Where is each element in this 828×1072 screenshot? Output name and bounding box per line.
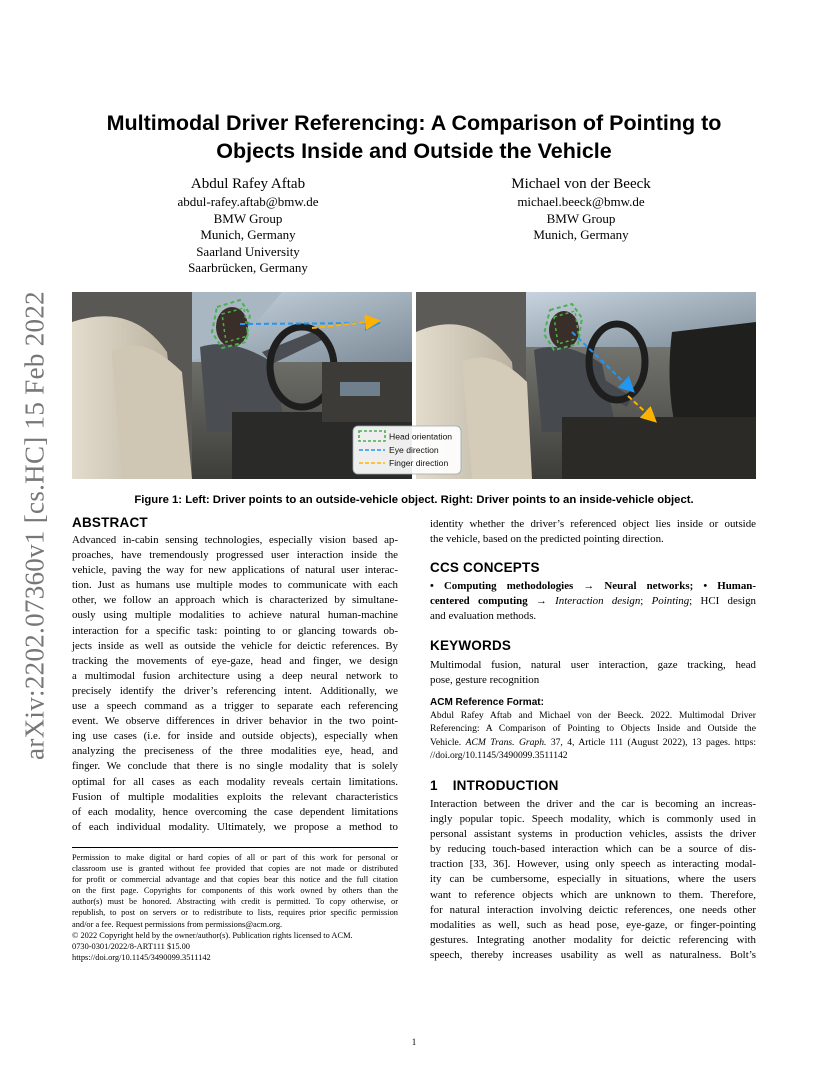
text-line: event. We observe differences in driver behavior in the two point-	[72, 715, 398, 728]
text-line: interaction for a specific task: pointing to or glancing towards ob-	[72, 624, 398, 637]
copyright-line: and/or a fee. Request permissions from permissions@acm.org.	[72, 919, 283, 929]
text-line: personal assistant systems in production vehicles, assists the driver	[430, 828, 756, 841]
author-block-1	[148, 174, 348, 277]
text-line: ity can be cumbersome, especially in situations, where the users	[430, 873, 756, 886]
doi-link[interactable]: //doi.org/10.1145/3490099.3511142	[430, 749, 568, 761]
title-line: Objects Inside and Outside the Vehicle	[216, 139, 612, 163]
abstract-continuation	[430, 517, 756, 547]
text-line: tion. Just as humans use multiple modes to communicate with each	[72, 579, 398, 592]
text-line: finger. We conclude that there is no single modality that is solely	[72, 760, 398, 773]
legend-label: Head orientation	[389, 431, 453, 442]
copyright-line: Permission to make digital or hard copies of all or part of this work for personal or	[72, 853, 398, 862]
text-line: a multimodal fusion architecture using a deep neural network to	[72, 669, 398, 682]
author-email: abdul-rafey.aftab@bmw.de	[177, 194, 319, 209]
text-line: ing use cases (i.e. for inside and outside objects), especially when	[72, 730, 398, 743]
ref-part: Vehicle.	[430, 736, 462, 748]
acm-reference-title: ACM Reference Format:	[430, 697, 544, 708]
ccs-concepts	[430, 579, 756, 624]
text-line	[430, 736, 756, 749]
author-name: Michael von der Beeck	[511, 176, 651, 192]
keywords-heading: KEYWORDS	[430, 638, 512, 653]
author-name: Abdul Rafey Aftab	[190, 176, 306, 192]
text-line: by reducing touch-based interaction which can be a source of dis-	[430, 843, 756, 856]
author-affiliation: BMW Group	[546, 210, 616, 226]
text-line: analyzing the preciseness of the three modalities eye, head, and	[72, 745, 398, 758]
text-line: speech, thereby increases usability as well as naturalness. Bolt’s	[430, 948, 756, 961]
introduction-heading	[430, 778, 559, 793]
author-affiliation: BMW Group	[213, 210, 283, 226]
text-line: identity whether the driver’s referenced object lies inside or outside	[430, 518, 756, 530]
abstract-body	[72, 533, 398, 835]
text-line: of each modality, hence overcoming the case dependent limitations	[72, 805, 398, 818]
doi-link[interactable]: https://doi.org/10.1145/3490099.3511142	[72, 952, 211, 962]
ccs-concept: Pointing	[651, 595, 690, 608]
author-affiliation: Saarland University	[196, 243, 300, 259]
ccs-concept: ; • Human-	[689, 580, 756, 592]
copyright-line: for profit or commercial advantage and that copies bear this notice and the full citation	[72, 875, 398, 885]
text-line: and evaluation methods.	[430, 610, 537, 623]
figure-legend	[353, 426, 461, 474]
text-line	[430, 579, 756, 594]
right-photo	[416, 292, 756, 479]
ccs-concept: • Computing methodologies → Neural networks	[430, 580, 690, 592]
text-line: centered computing → Interaction design; Pointing; HCI design	[430, 595, 756, 608]
acm-reference-body	[430, 709, 756, 762]
text-line: Multimodal fusion, natural user interaction, gaze tracking, head	[430, 659, 756, 671]
section-number: 1	[430, 778, 438, 793]
author-location: Munich, Germany	[200, 227, 296, 242]
text-line: jects inside as well as outside the vehicle for deictic references. By	[72, 639, 398, 652]
text-line: proaches, have tremendously progressed user interaction inside the	[72, 549, 398, 562]
figure-1	[72, 292, 756, 479]
text-line: modalities as well, such as head pose, eye-gaze, or finger-pointing	[430, 918, 756, 931]
text-line: gestures. Integrating another modality for deictic referencing with	[430, 933, 756, 946]
keywords-body	[430, 658, 756, 688]
copyright-line: author(s) must be honored. Abstracting with credit is permitted. To copy otherwise, or	[72, 897, 398, 907]
author-location: Munich, Germany	[533, 227, 629, 242]
ccs-concept: centered computing →	[430, 595, 547, 608]
abstract-heading: ABSTRACT	[72, 515, 148, 530]
ccs-concept: Interaction design	[555, 595, 641, 608]
text-line: want to reference objects which are unknown to them. Therefore,	[430, 888, 756, 901]
arxiv-stamp: arXiv:2202.07360v1 [cs.HC] 15 Feb 2022	[19, 291, 50, 760]
text-line: Advanced in-cabin sensing technologies, especially vision based ap-	[72, 534, 398, 546]
ref-part: 37, 4, Article 111 (August 2022), 13 pages. https:	[550, 736, 756, 748]
acm-reference	[430, 697, 756, 762]
copyright-line: © 2022 Copyright held by the owner/author(s). Publication rights licensed to ACM.	[72, 930, 353, 940]
author-location: Saarbrücken, Germany	[188, 260, 308, 275]
text-line: ously using multiple modalities to achieve natural human-machine	[72, 609, 398, 622]
text-line: other, we follow an approach which is characterized by simultane-	[72, 594, 398, 607]
ccs-concept: ; HCI design	[689, 595, 756, 608]
section-title: INTRODUCTION	[452, 778, 559, 793]
text-line: the vehicle, based on the predicted pointing direction.	[430, 533, 664, 546]
legend-label: Eye direction	[389, 445, 439, 455]
text-line: traction [33, 36]. However, using only speech as interacting modal-	[430, 858, 756, 871]
title-line: Multimodal Driver Referencing: A Comparison of Pointing to	[106, 111, 722, 135]
author-block-2	[481, 174, 681, 244]
text-line: pose, gesture recognition	[430, 674, 540, 687]
text-line: Interaction between the driver and the car is becoming an increas-	[430, 798, 756, 810]
text-line: ingly popular topic. Speech modality, which is commonly used in	[430, 813, 756, 826]
text-line: for natural interaction involving deictic references, one needs other	[430, 903, 756, 916]
copyright-line: classroom use is granted without fee provided that copies are not made or distributed	[72, 864, 398, 874]
copyright-notice	[72, 847, 398, 963]
introduction-body	[430, 797, 756, 963]
text-line: Fusion of multiple modalities exploits the relevant characteristics	[72, 790, 398, 803]
copyright-line: on the first page. Copyrights for components of this work owned by others than the	[72, 886, 398, 896]
text-line: tracking the movements of eye-gaze, head and finger, we design	[72, 654, 398, 667]
figure-caption: Figure 1: Left: Driver points to an outside-vehicle object. Right: Driver points to an inside-vehicle object.	[134, 494, 694, 506]
text-line: use a speech command as a trigger to separate each referencing	[72, 700, 398, 713]
text-line: Abdul Rafey Aftab and Michael von der Beeck. 2022. Multimodal Driver	[430, 710, 756, 721]
page-number: 1	[411, 1037, 417, 1047]
text-line: precisely identify the driver’s referencing intent. Additionally, we	[72, 684, 398, 697]
copyright-line: 0730-0301/2022/8-ART111 $15.00	[72, 941, 190, 951]
text-line: optimal for all cases as each modality reveals certain limitations.	[72, 775, 398, 788]
legend-label: Finger direction	[389, 458, 449, 468]
journal-name: ACM Trans. Graph.	[465, 736, 547, 748]
ccs-heading: CCS CONCEPTS	[430, 560, 540, 575]
author-email: michael.beeck@bmw.de	[517, 194, 645, 209]
paper-title	[72, 109, 756, 165]
copyright-line: republish, to post on servers or to redistribute to lists, requires prior specific permission	[72, 908, 398, 918]
text-line: Referencing: A Comparison of Pointing to Objects Inside and Outside the	[430, 723, 756, 735]
text-line: of each individual modality. Ultimately, we propose a method to	[72, 820, 398, 833]
text-line: vehicle, paving the way for new applications of natural user interac-	[72, 564, 398, 577]
